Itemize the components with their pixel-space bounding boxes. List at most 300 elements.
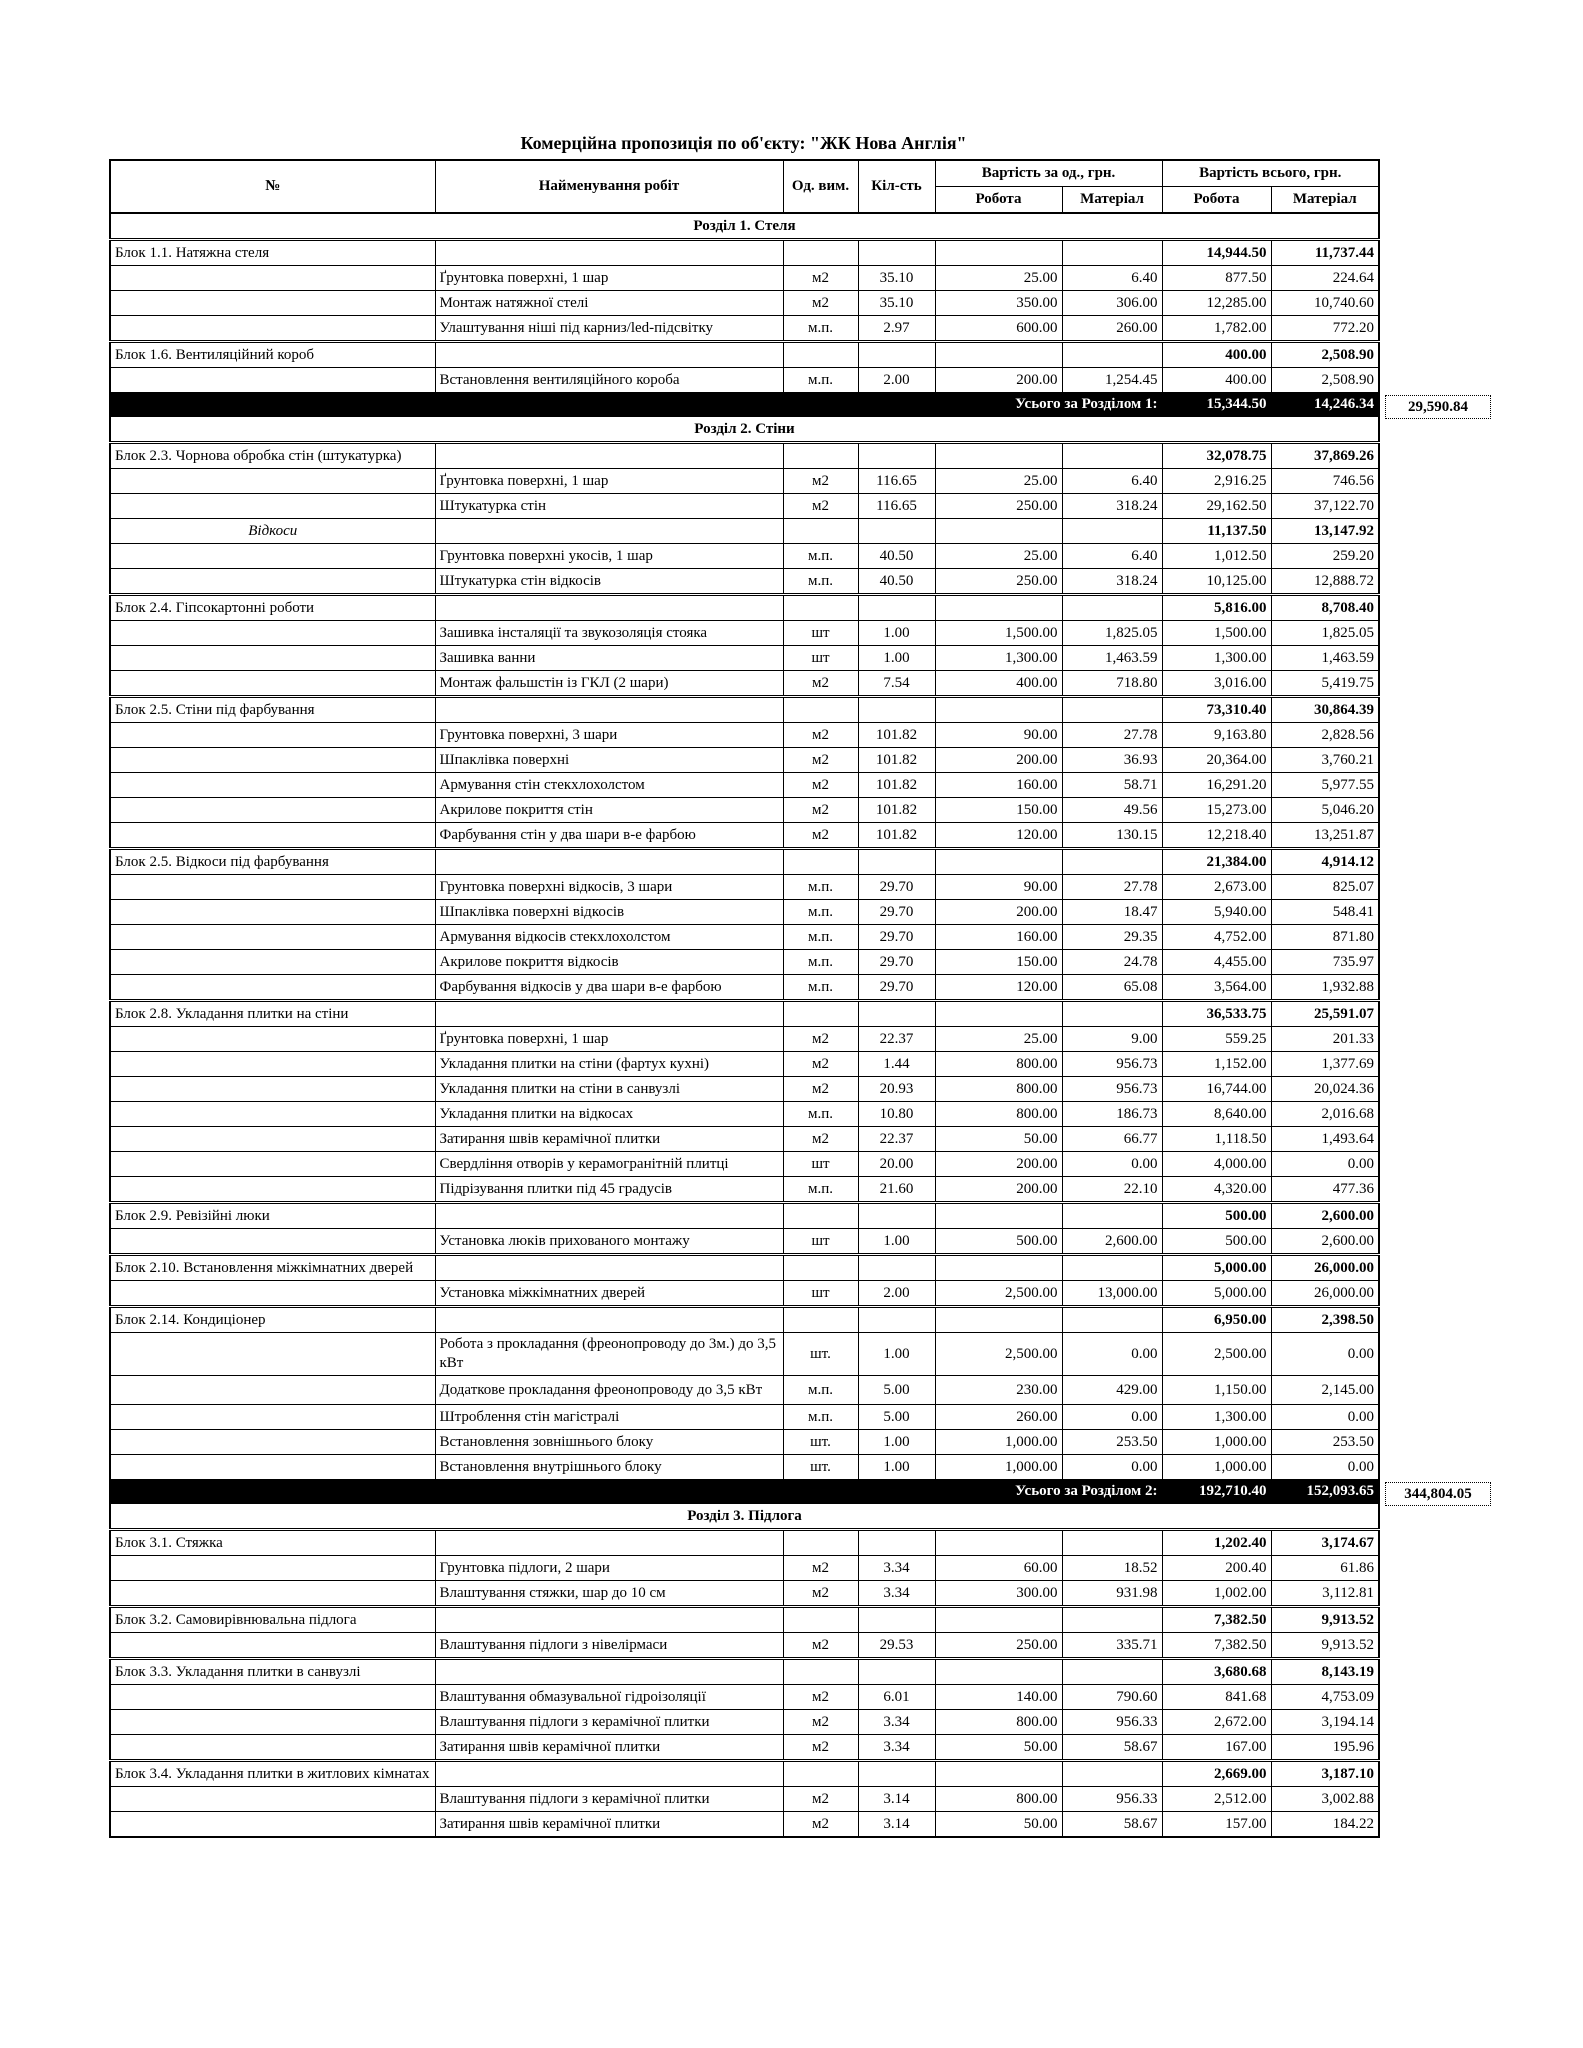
- unit-work-cost: 600.00: [935, 316, 1062, 342]
- empty-cell: [110, 1735, 435, 1761]
- unit-material-cost: 1,463.59: [1062, 646, 1162, 671]
- total-material-cost: 1,463.59: [1271, 646, 1379, 671]
- unit-work-cost: 120.00: [935, 823, 1062, 849]
- unit-material-cost: 718.80: [1062, 671, 1162, 697]
- total-material-cost: 0.00: [1271, 1405, 1379, 1430]
- empty-cell: [935, 443, 1062, 469]
- unit-material-cost: 0.00: [1062, 1333, 1162, 1376]
- unit-material-cost: 18.47: [1062, 900, 1162, 925]
- unit-material-cost: 6.40: [1062, 469, 1162, 494]
- block-row: [110, 1659, 1379, 1685]
- table-row: [110, 1405, 1379, 1430]
- quantity: 101.82: [858, 748, 935, 773]
- block-row: [110, 1607, 1379, 1633]
- unit-material-cost: 27.78: [1062, 875, 1162, 900]
- work-name: Влаштування стяжки, шар до 10 см: [435, 1581, 783, 1607]
- block-material-total: 8,143.19: [1271, 1659, 1379, 1685]
- table-row: [110, 1281, 1379, 1307]
- work-name: Свердління отворів у керамогранітній плитці: [435, 1152, 783, 1177]
- total-material-cost: 3,112.81: [1271, 1581, 1379, 1607]
- work-name: Затирання швів керамічної плитки: [435, 1127, 783, 1152]
- quantity: 29.70: [858, 975, 935, 1001]
- section-header: [110, 1503, 1379, 1530]
- empty-cell: [858, 849, 935, 875]
- unit: м2: [783, 748, 858, 773]
- empty-cell: [935, 342, 1062, 368]
- block-row: [110, 1255, 1379, 1281]
- work-name: Монтаж натяжної стелі: [435, 291, 783, 316]
- block-row: [110, 1761, 1379, 1787]
- unit: м2: [783, 1077, 858, 1102]
- total-work-cost: 5,940.00: [1162, 900, 1271, 925]
- table-row: [110, 544, 1379, 569]
- empty-cell: [1062, 1307, 1162, 1333]
- table-row: [110, 1633, 1379, 1659]
- unit: м2: [783, 1812, 858, 1838]
- unit-material-cost: 2,600.00: [1062, 1229, 1162, 1255]
- block-row: [110, 1001, 1379, 1027]
- work-name: Влаштування підлоги з керамічної плитки: [435, 1787, 783, 1812]
- unit: м2: [783, 469, 858, 494]
- total-material-cost: 2,508.90: [1271, 368, 1379, 393]
- total-material-cost: 26,000.00: [1271, 1281, 1379, 1307]
- unit-material-cost: 6.40: [1062, 266, 1162, 291]
- unit-material-cost: 65.08: [1062, 975, 1162, 1001]
- unit-material-cost: 29.35: [1062, 925, 1162, 950]
- table-row: [110, 1376, 1379, 1405]
- quantity: 35.10: [858, 291, 935, 316]
- total-work-cost: 1,150.00: [1162, 1376, 1271, 1405]
- empty-cell: [435, 519, 783, 544]
- unit: м.п.: [783, 1102, 858, 1127]
- block-row: [110, 443, 1379, 469]
- block-label: Блок 3.3. Укладання плитки в санвузлі: [110, 1659, 435, 1685]
- table-row: [110, 1685, 1379, 1710]
- total-material-cost: 13,251.87: [1271, 823, 1379, 849]
- empty-cell: [1062, 1659, 1162, 1685]
- table-row: [110, 975, 1379, 1001]
- unit: м.п.: [783, 1177, 858, 1203]
- block-label: Блок 2.5. Відкоси під фарбування: [110, 849, 435, 875]
- subblock-row: [110, 519, 1379, 544]
- total-material-cost: 1,825.05: [1271, 621, 1379, 646]
- empty-cell: [110, 569, 435, 595]
- empty-cell: [435, 443, 783, 469]
- unit-work-cost: 25.00: [935, 1027, 1062, 1052]
- quantity: 3.34: [858, 1710, 935, 1735]
- empty-cell: [110, 1430, 435, 1455]
- work-name: Затирання швів керамічної плитки: [435, 1735, 783, 1761]
- quantity: 29.53: [858, 1633, 935, 1659]
- table-row: [110, 1229, 1379, 1255]
- unit: м2: [783, 773, 858, 798]
- work-name: Грунтовка поверхні укосів, 1 шар: [435, 544, 783, 569]
- unit-work-cost: 150.00: [935, 798, 1062, 823]
- unit: шт: [783, 646, 858, 671]
- quantity: 101.82: [858, 773, 935, 798]
- empty-cell: [110, 798, 435, 823]
- table-row: [110, 1052, 1379, 1077]
- work-name: Встановлення внутрішнього блоку: [435, 1455, 783, 1480]
- unit-work-cost: 25.00: [935, 469, 1062, 494]
- empty-cell: [935, 1001, 1062, 1027]
- total-work-cost: 167.00: [1162, 1735, 1271, 1761]
- block-material-total: 37,869.26: [1271, 443, 1379, 469]
- work-name: Фарбування стін у два шари в-е фарбою: [435, 823, 783, 849]
- total-work-cost: 16,744.00: [1162, 1077, 1271, 1102]
- total-work-cost: 1,002.00: [1162, 1581, 1271, 1607]
- empty-cell: [1062, 595, 1162, 621]
- total-material-cost: 20,024.36: [1271, 1077, 1379, 1102]
- unit-material-cost: 931.98: [1062, 1581, 1162, 1607]
- total-work-cost: 4,455.00: [1162, 950, 1271, 975]
- unit-work-cost: 230.00: [935, 1376, 1062, 1405]
- empty-cell: [858, 1607, 935, 1633]
- quantity: 7.54: [858, 671, 935, 697]
- unit-material-cost: 18.52: [1062, 1556, 1162, 1581]
- unit-work-cost: 50.00: [935, 1127, 1062, 1152]
- total-material-cost: 3,194.14: [1271, 1710, 1379, 1735]
- empty-cell: [110, 1333, 435, 1376]
- work-name: Акрилове покриття відкосів: [435, 950, 783, 975]
- unit-work-cost: 800.00: [935, 1787, 1062, 1812]
- work-name: Установка люків прихованого монтажу: [435, 1229, 783, 1255]
- empty-cell: [783, 1659, 858, 1685]
- total-material-cost: 224.64: [1271, 266, 1379, 291]
- table-row: [110, 1077, 1379, 1102]
- quantity: 10.80: [858, 1102, 935, 1127]
- unit-work-cost: 250.00: [935, 494, 1062, 519]
- quantity: 1.00: [858, 621, 935, 646]
- block-work-total: 400.00: [1162, 342, 1271, 368]
- table-row: [110, 469, 1379, 494]
- quantity: 3.14: [858, 1812, 935, 1838]
- unit-work-cost: 90.00: [935, 875, 1062, 900]
- block-material-total: 2,398.50: [1271, 1307, 1379, 1333]
- header-unit: Од. вим.: [783, 160, 858, 213]
- block-label: Блок 3.1. Стяжка: [110, 1530, 435, 1556]
- block-material-total: 25,591.07: [1271, 1001, 1379, 1027]
- empty-cell: [1062, 697, 1162, 723]
- unit: м.п.: [783, 900, 858, 925]
- empty-cell: [435, 595, 783, 621]
- empty-cell: [1062, 1607, 1162, 1633]
- section-total-label: Усього за Розділом 1:: [110, 393, 1162, 417]
- empty-cell: [110, 1102, 435, 1127]
- empty-cell: [110, 1027, 435, 1052]
- total-work-cost: 2,916.25: [1162, 469, 1271, 494]
- unit-work-cost: 200.00: [935, 1152, 1062, 1177]
- empty-cell: [935, 240, 1062, 266]
- unit-material-cost: 318.24: [1062, 569, 1162, 595]
- unit: м.п.: [783, 875, 858, 900]
- work-name: Затирання швів керамічної плитки: [435, 1812, 783, 1838]
- empty-cell: [935, 1761, 1062, 1787]
- quantity: 29.70: [858, 875, 935, 900]
- work-name: Укладання плитки на відкосах: [435, 1102, 783, 1127]
- quantity: 2.97: [858, 316, 935, 342]
- empty-cell: [110, 266, 435, 291]
- block-row: [110, 697, 1379, 723]
- block-material-total: 2,508.90: [1271, 342, 1379, 368]
- empty-cell: [935, 849, 1062, 875]
- empty-cell: [110, 469, 435, 494]
- total-work-cost: 1,782.00: [1162, 316, 1271, 342]
- table-row: [110, 1556, 1379, 1581]
- total-material-cost: 477.36: [1271, 1177, 1379, 1203]
- empty-cell: [783, 1761, 858, 1787]
- total-work-cost: 1,000.00: [1162, 1455, 1271, 1480]
- empty-cell: [435, 1203, 783, 1229]
- unit: м2: [783, 1027, 858, 1052]
- table-row: [110, 646, 1379, 671]
- total-material-cost: 2,145.00: [1271, 1376, 1379, 1405]
- total-work-cost: 20,364.00: [1162, 748, 1271, 773]
- empty-cell: [435, 1761, 783, 1787]
- table-row: [110, 621, 1379, 646]
- block-material-total: 4,914.12: [1271, 849, 1379, 875]
- total-material-cost: 5,046.20: [1271, 798, 1379, 823]
- total-work-cost: 200.40: [1162, 1556, 1271, 1581]
- total-work-cost: 7,382.50: [1162, 1633, 1271, 1659]
- unit-work-cost: 120.00: [935, 975, 1062, 1001]
- empty-cell: [110, 1812, 435, 1838]
- quantity: 2.00: [858, 1281, 935, 1307]
- empty-cell: [1062, 519, 1162, 544]
- empty-cell: [110, 1633, 435, 1659]
- empty-cell: [110, 975, 435, 1001]
- unit: м.п.: [783, 569, 858, 595]
- unit: м.п.: [783, 925, 858, 950]
- table-header: [110, 160, 1379, 213]
- unit-material-cost: 956.73: [1062, 1077, 1162, 1102]
- empty-cell: [935, 1307, 1062, 1333]
- empty-cell: [783, 697, 858, 723]
- quantity: 101.82: [858, 798, 935, 823]
- total-material-cost: 2,016.68: [1271, 1102, 1379, 1127]
- block-work-total: 7,382.50: [1162, 1607, 1271, 1633]
- unit: м2: [783, 1127, 858, 1152]
- block-label: Блок 2.8. Укладання плитки на стіни: [110, 1001, 435, 1027]
- empty-cell: [110, 950, 435, 975]
- empty-cell: [110, 646, 435, 671]
- block-label: Блок 2.4. Гіпсокартонні роботи: [110, 595, 435, 621]
- total-work-cost: 2,672.00: [1162, 1710, 1271, 1735]
- total-material-cost: 10,740.60: [1271, 291, 1379, 316]
- unit: м2: [783, 1633, 858, 1659]
- block-work-total: 5,000.00: [1162, 1255, 1271, 1281]
- unit: м2: [783, 494, 858, 519]
- total-work-cost: 4,320.00: [1162, 1177, 1271, 1203]
- empty-cell: [935, 697, 1062, 723]
- quantity: 1.00: [858, 1333, 935, 1376]
- unit-work-cost: 800.00: [935, 1077, 1062, 1102]
- empty-cell: [1062, 1530, 1162, 1556]
- quantity: 6.01: [858, 1685, 935, 1710]
- unit-material-cost: 956.33: [1062, 1710, 1162, 1735]
- total-work-cost: 841.68: [1162, 1685, 1271, 1710]
- unit: шт.: [783, 1333, 858, 1376]
- empty-cell: [435, 1607, 783, 1633]
- unit-work-cost: 25.00: [935, 266, 1062, 291]
- work-name: Робота з прокладання (фреонопроводу до 3м.) до 3,5 кВт: [435, 1333, 783, 1376]
- quantity: 116.65: [858, 494, 935, 519]
- unit-work-cost: 800.00: [935, 1052, 1062, 1077]
- table-row: [110, 900, 1379, 925]
- total-material-cost: 37,122.70: [1271, 494, 1379, 519]
- unit-material-cost: 429.00: [1062, 1376, 1162, 1405]
- total-work-cost: 559.25: [1162, 1027, 1271, 1052]
- empty-cell: [110, 875, 435, 900]
- unit-work-cost: 160.00: [935, 773, 1062, 798]
- empty-cell: [858, 342, 935, 368]
- block-row: [110, 342, 1379, 368]
- total-work-cost: 15,273.00: [1162, 798, 1271, 823]
- table-row: [110, 798, 1379, 823]
- table-row: [110, 773, 1379, 798]
- empty-cell: [110, 1581, 435, 1607]
- empty-cell: [435, 1255, 783, 1281]
- quantity: 29.70: [858, 900, 935, 925]
- total-work-cost: 1,000.00: [1162, 1430, 1271, 1455]
- total-work-cost: 4,000.00: [1162, 1152, 1271, 1177]
- block-material-total: 3,187.10: [1271, 1761, 1379, 1787]
- section-total-material: 152,093.65: [1271, 1480, 1379, 1504]
- unit-work-cost: 50.00: [935, 1735, 1062, 1761]
- block-work-total: 6,950.00: [1162, 1307, 1271, 1333]
- empty-cell: [435, 849, 783, 875]
- work-name: Влаштування підлоги з нівелірмаси: [435, 1633, 783, 1659]
- empty-cell: [858, 1530, 935, 1556]
- work-name: Шпаклівка поверхні: [435, 748, 783, 773]
- quantity: 5.00: [858, 1405, 935, 1430]
- quantity: 101.82: [858, 823, 935, 849]
- section-total-label: Усього за Розділом 2:: [110, 1480, 1162, 1504]
- block-row: [110, 1530, 1379, 1556]
- empty-cell: [110, 1281, 435, 1307]
- block-material-total: 26,000.00: [1271, 1255, 1379, 1281]
- work-name: Грунтовка поверхні, 3 шари: [435, 723, 783, 748]
- work-name: Додаткове прокладання фреонопроводу до 3,5 кВт: [435, 1376, 783, 1405]
- unit: шт: [783, 1152, 858, 1177]
- block-material-total: 30,864.39: [1271, 697, 1379, 723]
- block-row: [110, 1203, 1379, 1229]
- block-label: Блок 2.9. Ревізійні люки: [110, 1203, 435, 1229]
- total-work-cost: 8,640.00: [1162, 1102, 1271, 1127]
- empty-cell: [1062, 342, 1162, 368]
- total-work-cost: 5,000.00: [1162, 1281, 1271, 1307]
- header-unit-cost: Вартість за од., грн.: [935, 160, 1162, 187]
- total-material-cost: 1,932.88: [1271, 975, 1379, 1001]
- empty-cell: [783, 849, 858, 875]
- empty-cell: [935, 1530, 1062, 1556]
- unit-work-cost: 200.00: [935, 748, 1062, 773]
- quantity: 1.44: [858, 1052, 935, 1077]
- unit: м2: [783, 823, 858, 849]
- unit: шт: [783, 1281, 858, 1307]
- block-row: [110, 1307, 1379, 1333]
- table-row: [110, 368, 1379, 393]
- unit-material-cost: 956.33: [1062, 1787, 1162, 1812]
- unit: м2: [783, 723, 858, 748]
- unit-material-cost: 130.15: [1062, 823, 1162, 849]
- empty-cell: [935, 595, 1062, 621]
- quantity: 29.70: [858, 950, 935, 975]
- table-row: [110, 671, 1379, 697]
- empty-cell: [1062, 1255, 1162, 1281]
- empty-cell: [858, 1761, 935, 1787]
- work-name: Армування стін стекхлохолстом: [435, 773, 783, 798]
- block-work-total: 1,202.40: [1162, 1530, 1271, 1556]
- total-material-cost: 201.33: [1271, 1027, 1379, 1052]
- work-name: Армування відкосів стекхлохолстом: [435, 925, 783, 950]
- empty-cell: [110, 1052, 435, 1077]
- total-material-cost: 825.07: [1271, 875, 1379, 900]
- unit-material-cost: 253.50: [1062, 1430, 1162, 1455]
- unit-work-cost: 500.00: [935, 1229, 1062, 1255]
- unit-material-cost: 1,254.45: [1062, 368, 1162, 393]
- unit-material-cost: 1,825.05: [1062, 621, 1162, 646]
- empty-cell: [783, 1203, 858, 1229]
- total-work-cost: 157.00: [1162, 1812, 1271, 1838]
- work-name: Підрізування плитки під 45 градусів: [435, 1177, 783, 1203]
- empty-cell: [1062, 1203, 1162, 1229]
- section-total-material: 14,246.34: [1271, 393, 1379, 417]
- section-title: Розділ 3. Підлога: [110, 1503, 1379, 1530]
- total-work-cost: 1,300.00: [1162, 1405, 1271, 1430]
- unit-work-cost: 400.00: [935, 671, 1062, 697]
- total-material-cost: 0.00: [1271, 1455, 1379, 1480]
- empty-cell: [1062, 1761, 1162, 1787]
- total-work-cost: 12,285.00: [1162, 291, 1271, 316]
- unit: м2: [783, 1052, 858, 1077]
- section-header: [110, 416, 1379, 443]
- total-material-cost: 772.20: [1271, 316, 1379, 342]
- unit-material-cost: 6.40: [1062, 544, 1162, 569]
- empty-cell: [935, 1203, 1062, 1229]
- estimate-table: [109, 159, 1380, 1838]
- empty-cell: [435, 697, 783, 723]
- section-total-work: 15,344.50: [1162, 393, 1271, 417]
- block-work-total: 73,310.40: [1162, 697, 1271, 723]
- quantity: 101.82: [858, 723, 935, 748]
- table-row: [110, 1581, 1379, 1607]
- empty-cell: [858, 443, 935, 469]
- table-row: [110, 875, 1379, 900]
- unit-work-cost: 90.00: [935, 723, 1062, 748]
- quantity: 1.00: [858, 1455, 935, 1480]
- unit: шт: [783, 1229, 858, 1255]
- total-work-cost: 10,125.00: [1162, 569, 1271, 595]
- block-material-total: 2,600.00: [1271, 1203, 1379, 1229]
- unit-work-cost: 200.00: [935, 368, 1062, 393]
- total-work-cost: 4,752.00: [1162, 925, 1271, 950]
- empty-cell: [435, 1307, 783, 1333]
- block-work-total: 21,384.00: [1162, 849, 1271, 875]
- total-work-cost: 877.50: [1162, 266, 1271, 291]
- empty-cell: [858, 519, 935, 544]
- total-work-cost: 2,673.00: [1162, 875, 1271, 900]
- total-work-cost: 1,118.50: [1162, 1127, 1271, 1152]
- block-work-total: 5,816.00: [1162, 595, 1271, 621]
- unit-work-cost: 260.00: [935, 1405, 1062, 1430]
- section-header: [110, 213, 1379, 240]
- work-name: Монтаж фальшстін із ГКЛ (2 шари): [435, 671, 783, 697]
- unit: м2: [783, 1581, 858, 1607]
- block-material-total: 8,708.40: [1271, 595, 1379, 621]
- unit: м.п.: [783, 544, 858, 569]
- quantity: 20.93: [858, 1077, 935, 1102]
